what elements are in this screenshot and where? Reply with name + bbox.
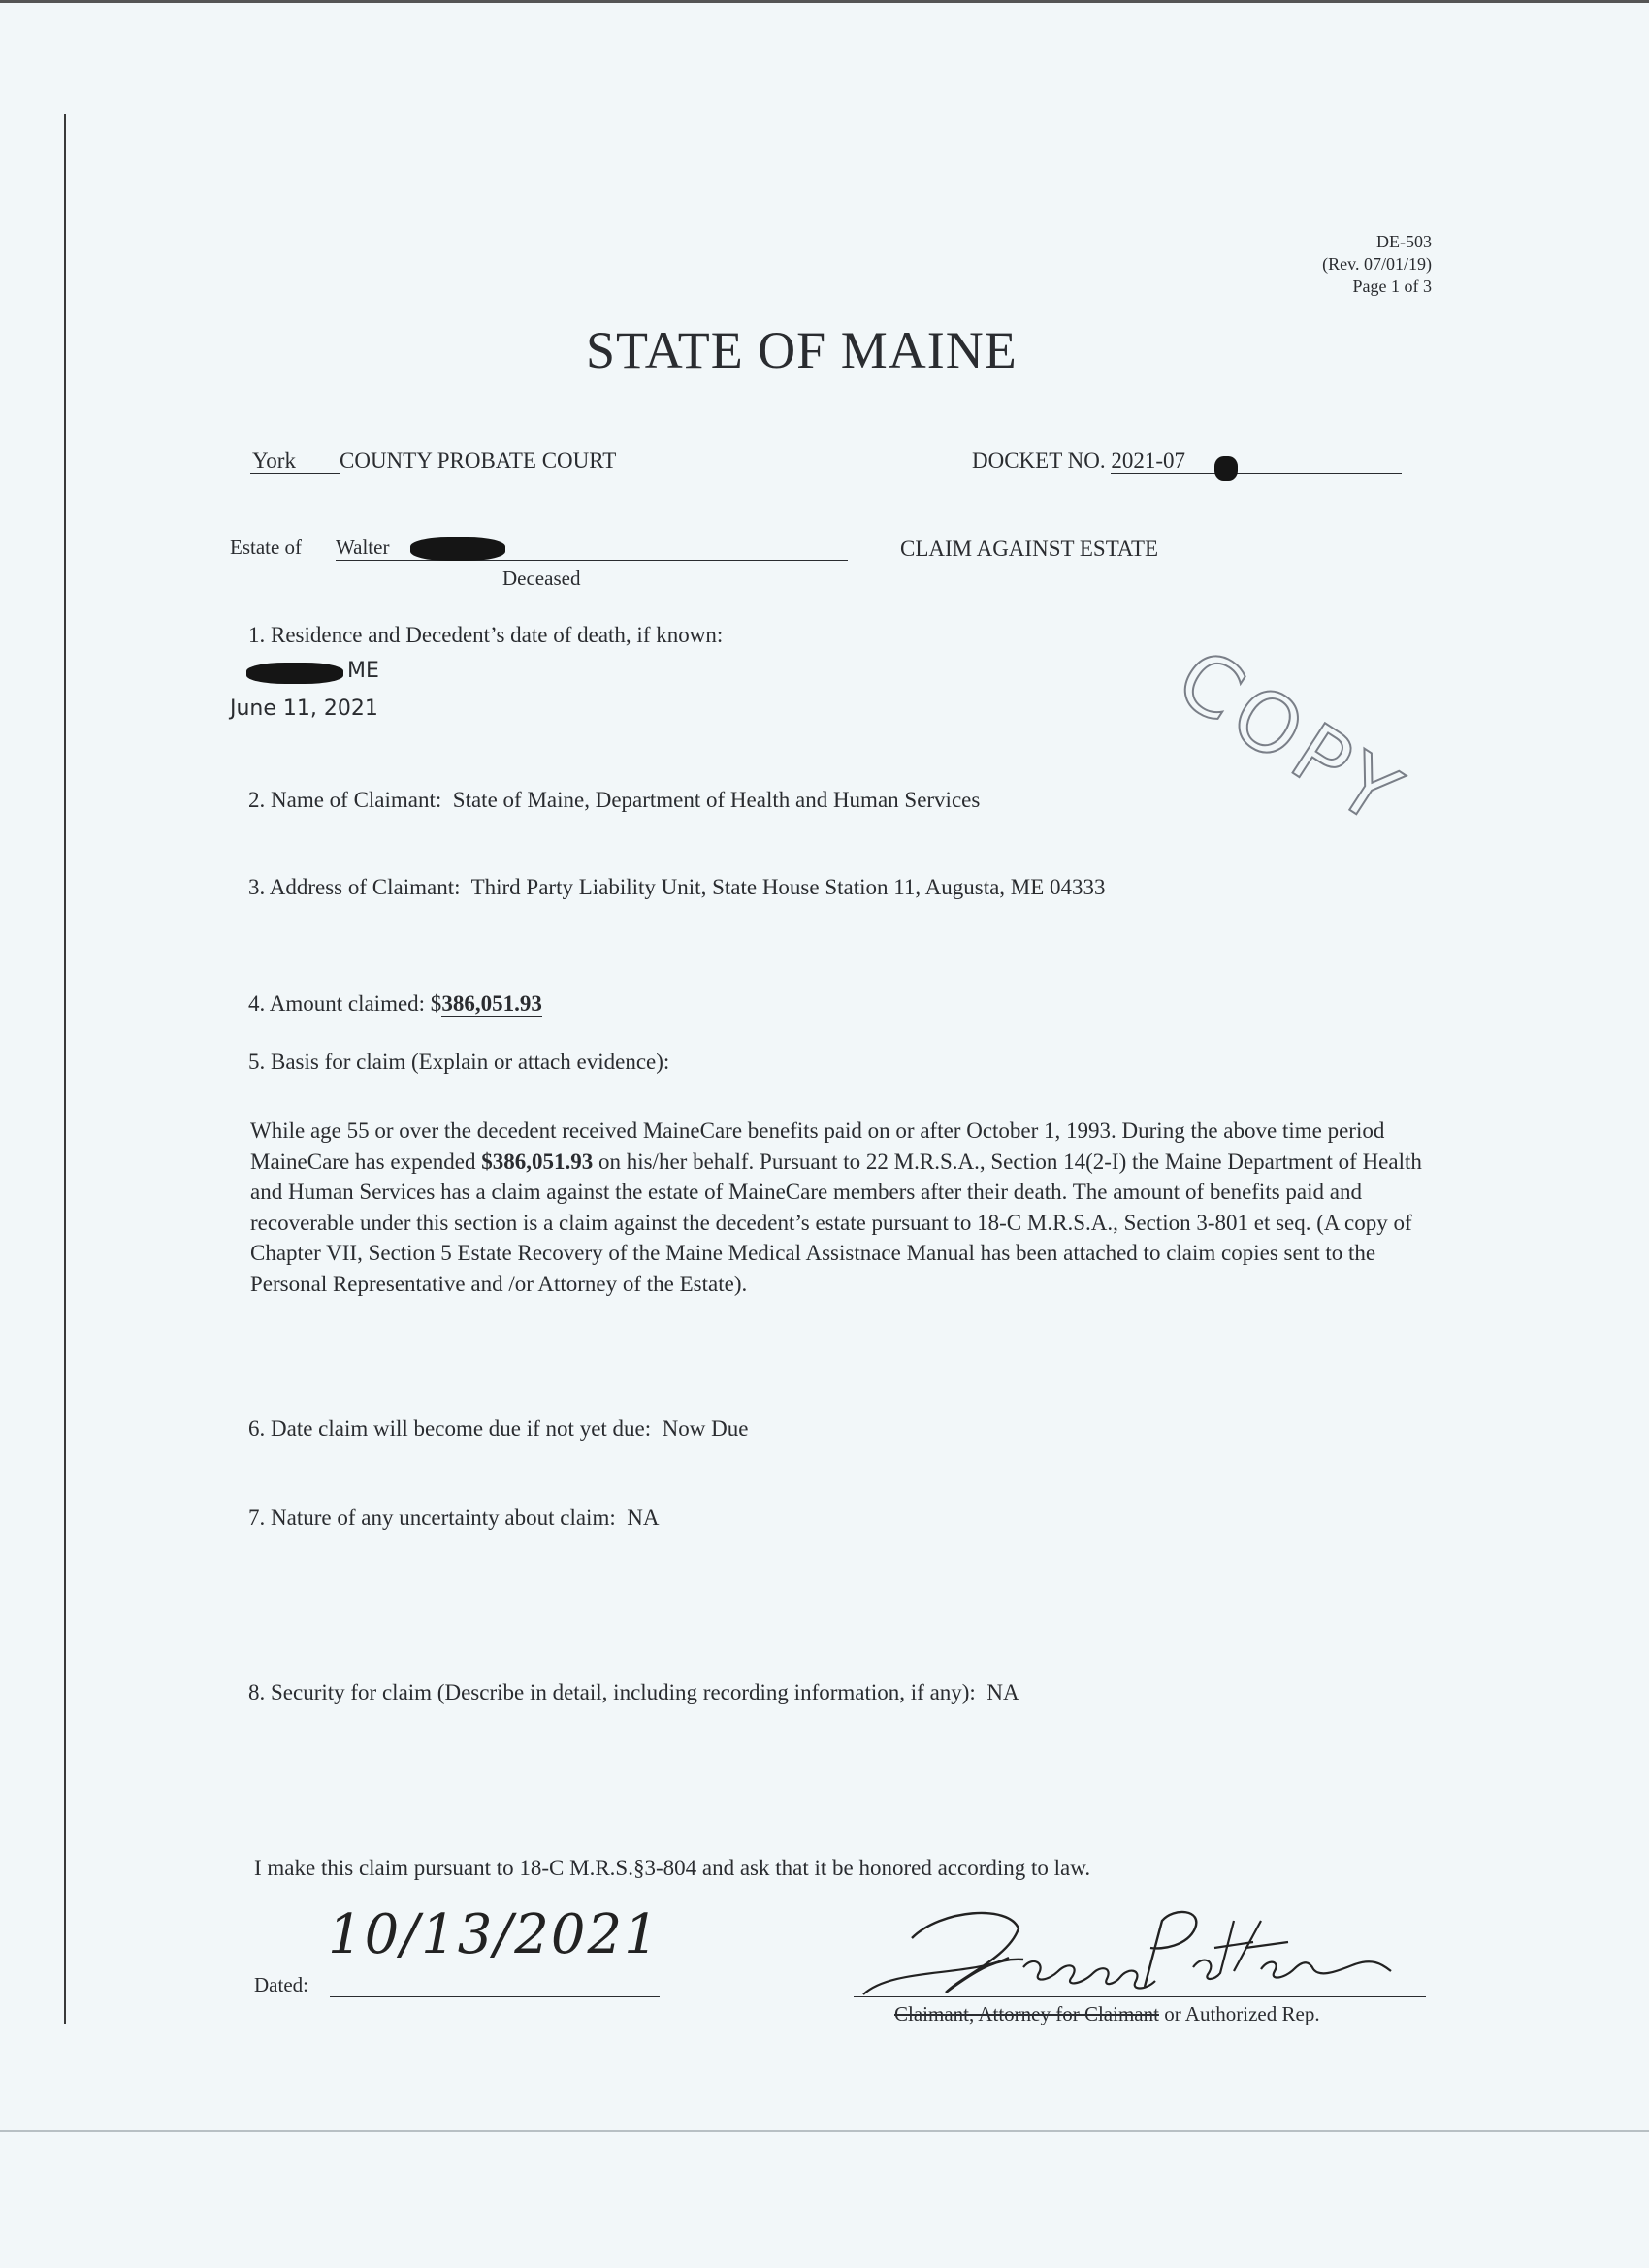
amount-label: 4. Amount claimed: $	[248, 991, 442, 1016]
scan-edge-top	[0, 0, 1649, 3]
due-value: Now Due	[662, 1416, 749, 1441]
copy-stamp: COPY	[1160, 631, 1422, 847]
signer-role-struck: Claimant, Attorney for Claimant	[894, 2002, 1159, 2025]
scan-edge-bottom	[0, 2130, 1649, 2132]
signer-role-kept: or Authorized Rep.	[1158, 2002, 1320, 2025]
form-page-number: Page 1 of 3	[1352, 276, 1432, 296]
security-value: NA	[986, 1680, 1019, 1704]
basis-amount: $386,051.93	[481, 1149, 594, 1174]
form-revision: (Rev. 07/01/19)	[1322, 254, 1432, 274]
docket-label: DOCKET NO.	[972, 448, 1106, 472]
court-label: COUNTY PROBATE COURT	[340, 448, 617, 472]
redaction-mark	[246, 663, 343, 684]
security-label: 8. Security for claim (Describe in detail, including recording information, if any):	[248, 1680, 976, 1704]
uncertainty-row	[248, 1506, 659, 1531]
docket-field	[972, 448, 1402, 474]
basis-text-part1: While age 55 or over the decedent received MaineCare benefits paid on or after October 1, 1993. During the above time period MaineCare has expended	[250, 1118, 1385, 1174]
uncertainty-value: NA	[627, 1506, 660, 1530]
dated-label: Dated:	[254, 1973, 308, 1996]
form-code: DE-503	[1376, 232, 1432, 251]
estate-name: Walter	[336, 535, 848, 561]
basis-text-part2: on his/her behalf. Pursuant to 22 M.R.S.A., Section 14(2-I) the Maine Department of Health and Human Services has a claim against the estate of MaineCare members after their death. The amount of benefits paid and recoverable under this section is a claim against the decedent’s estate pursuant to 18-C M.R.S.A., Section 3-801 et seq. (A copy of Chapter VII, Section 5 Estate Recovery of the Maine Medical Assistnace Manual has been attached to claim copies sent to the Personal Representative and /or Attorney of the Estate).	[250, 1149, 1422, 1296]
residence-value: ME	[347, 659, 379, 683]
due-label: 6. Date claim will become due if not yet due:	[248, 1416, 652, 1441]
redaction-mark	[1214, 456, 1238, 481]
signer-role	[894, 2002, 1320, 2026]
uncertainty-label: 7. Nature of any uncertainty about claim:	[248, 1506, 616, 1530]
claimant-address-label: 3. Address of Claimant:	[248, 875, 461, 899]
basis-label: 5. Basis for claim (Explain or attach evidence):	[248, 1050, 670, 1074]
security-row	[248, 1680, 1019, 1705]
redaction-mark	[410, 537, 505, 561]
deceased-label: Deceased	[502, 567, 581, 590]
claimant-address-value: Third Party Liability Unit, State House Station 11, Augusta, ME 04333	[470, 875, 1106, 899]
claimant-name-row	[248, 788, 980, 813]
amount-row	[248, 991, 542, 1017]
county-name: York	[250, 448, 340, 474]
signature-underline	[854, 1996, 1426, 1997]
residence-label: 1. Residence and Decedent’s date of death, if known:	[248, 623, 724, 647]
date-underline	[330, 1996, 660, 1997]
court-line	[250, 448, 616, 474]
scan-edge-left	[64, 114, 66, 2024]
declaration-text: I make this claim pursuant to 18-C M.R.S.§3-804 and ask that it be honored according to law.	[254, 1856, 1091, 1880]
form-id-block	[1290, 231, 1432, 298]
estate-label: Estate of	[230, 535, 303, 559]
docket-value: 2021-07	[1111, 448, 1402, 474]
document-type: CLAIM AGAINST ESTATE	[900, 536, 1159, 561]
claimant-name-value: State of Maine, Department of Health and Human Services	[452, 788, 981, 812]
basis-paragraph	[250, 1116, 1453, 1299]
handwritten-signature	[854, 1899, 1397, 2006]
due-row	[248, 1416, 748, 1442]
death-date: June 11, 2021	[230, 697, 378, 721]
claimant-name-label: 2. Name of Claimant:	[248, 788, 442, 812]
handwritten-date: 10/13/2021	[328, 1903, 661, 1966]
page-title: STATE OF MAINE	[586, 321, 1018, 379]
claimant-address-row	[248, 875, 1106, 900]
amount-value: 386,051.93	[441, 991, 542, 1016]
